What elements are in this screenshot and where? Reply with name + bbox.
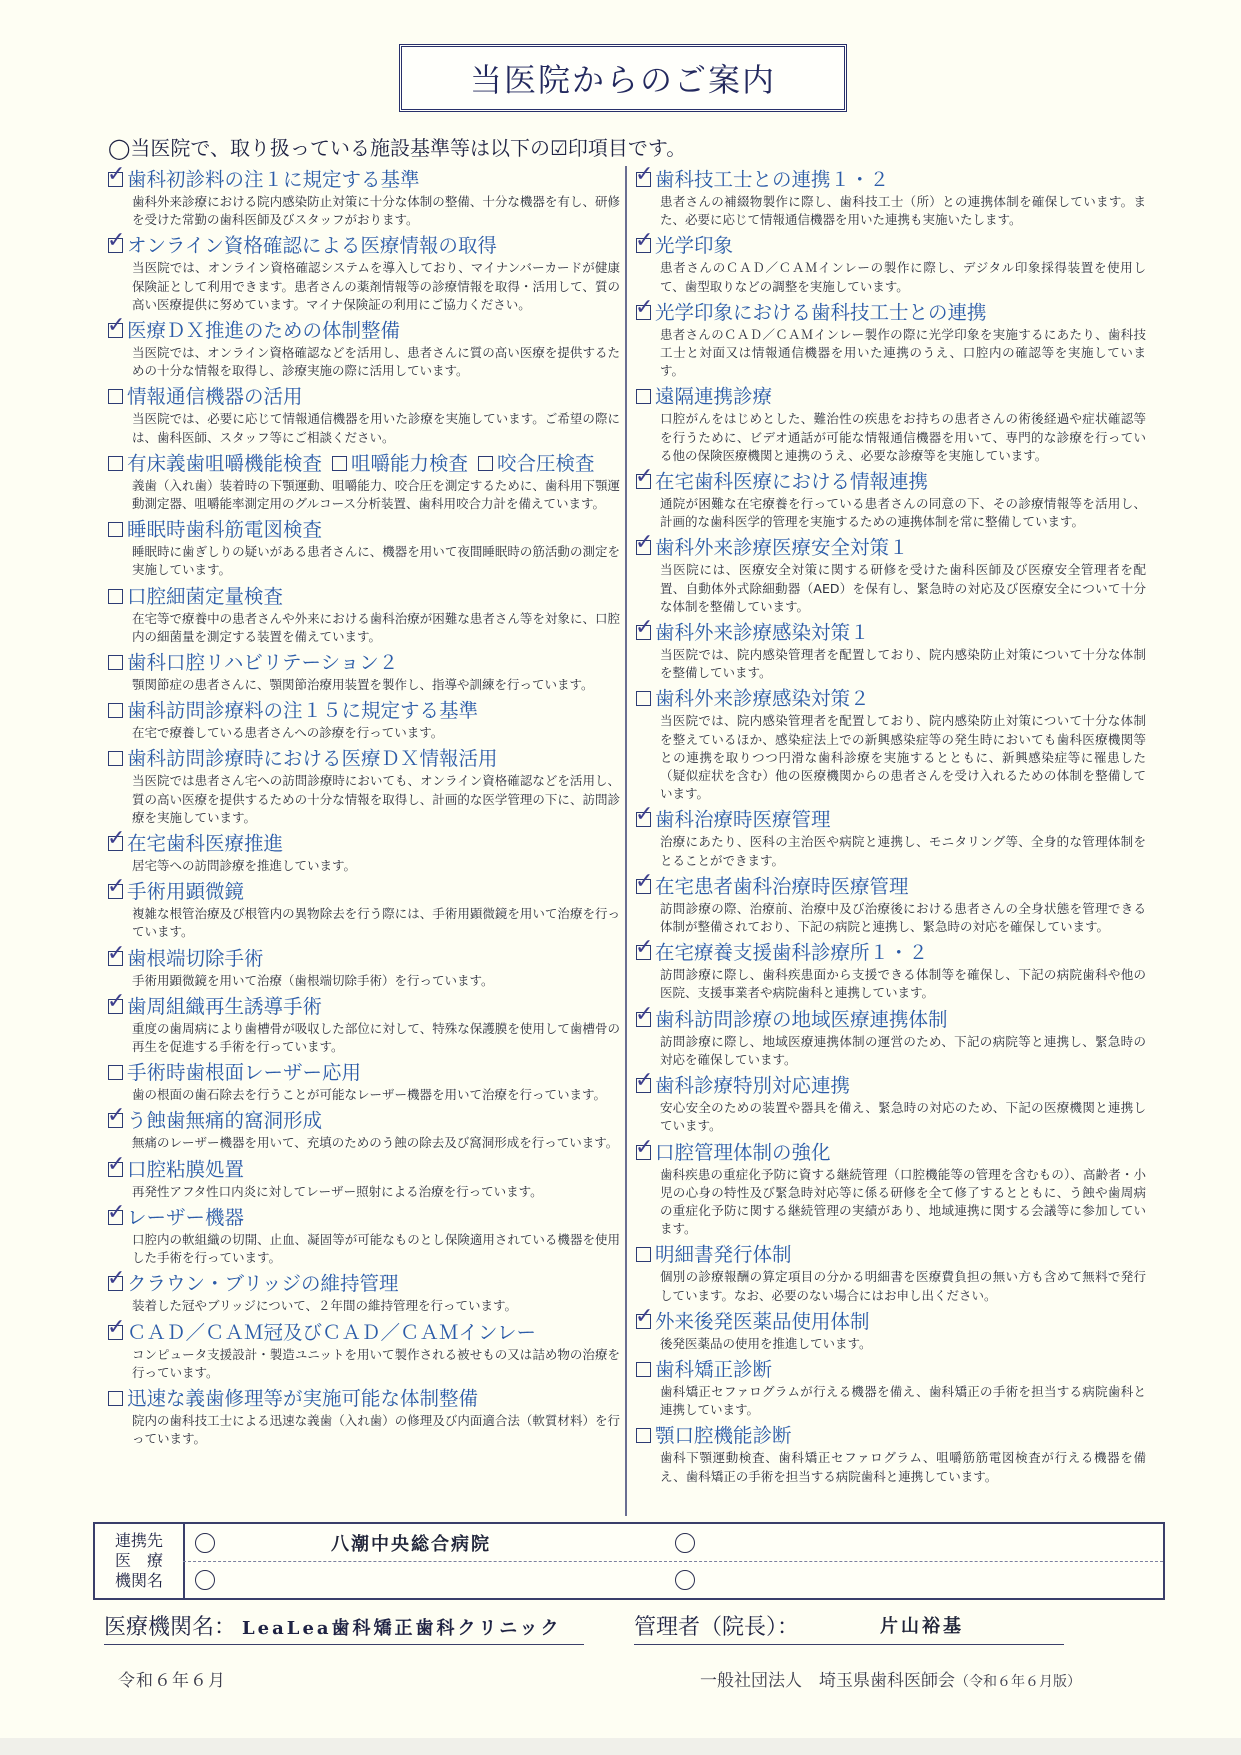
item-description: 歯科外来診療における院内感染防止対策に十分な体制の整備、十分な機器を有し、研修を受けた常勤の歯科医師及びスタッフがおります。: [132, 194, 620, 228]
item-heading: [108, 649, 620, 676]
item-heading: [636, 299, 1146, 326]
checkbox-icon: [636, 691, 651, 706]
item-title: 医療ＤＸ推進のための体制整備: [127, 319, 401, 343]
item-title: クラウン・ブリッジの維持管理: [127, 1272, 399, 1296]
item-description: 治療にあたり、医科の主治医や病院と連携し、モニタリング等、全身的な管理体制をとることができます。: [660, 834, 1146, 868]
item-title: 情報通信機器の活用: [127, 385, 303, 409]
partner-label-line2: 医 療: [114, 1551, 163, 1570]
partner-label-line3: 機関名: [114, 1571, 163, 1590]
item-heading: [108, 993, 620, 1020]
item-description: 後発医薬品の使用を推進しています。: [660, 1335, 872, 1351]
checkbox-icon: [478, 456, 493, 471]
item-title: 歯根端切除手術: [127, 946, 264, 970]
item-title: 歯科訪問診療時における医療ＤＸ情報活用: [127, 747, 498, 771]
partner-hospital-table: [93, 1522, 1165, 1600]
list-item: [108, 697, 620, 742]
item-title: 歯科初診料の注１に規定する基準: [127, 168, 420, 191]
list-item: [636, 939, 1146, 1002]
item-heading: [108, 583, 620, 610]
column-divider: [625, 166, 627, 1516]
list-item: [636, 383, 1146, 465]
item-title: 明細書発行体制: [655, 1243, 792, 1267]
item-title: 在宅歯科医療推進: [127, 832, 284, 856]
item-description: 重度の歯周病により歯槽骨が吸収した部位に対して、特殊な保護膜を使用して歯槽骨の再生を促進する手術を行っています。: [132, 1020, 620, 1055]
item-description: 複雑な根管治療及び根管内の異物除去を行う際には、手術用顕微鏡を用いて治療を行っています。: [132, 906, 620, 940]
item-heading: [108, 1204, 620, 1231]
manager-name: 片山裕基: [880, 1616, 964, 1637]
item-description: 院内の歯科技工士による迅速な義歯（入れ歯）の修理及び内面適合法（軟質材料）を行っています。: [132, 1412, 620, 1447]
item-heading: [108, 516, 620, 543]
item-title: 手術用顕微鏡: [127, 880, 245, 904]
item-description: 在宅で療養している患者さんへの診療を行っています。: [132, 725, 444, 741]
right-column: [636, 166, 1146, 1489]
list-item: [636, 1422, 1146, 1485]
checked-box-icon: [108, 1325, 123, 1340]
item-heading: [636, 873, 1146, 900]
list-item: [108, 649, 620, 694]
item-title: 光学印象: [655, 234, 734, 258]
item-description: 歯の根面の歯石除去を行うことが可能なレーザー機器を用いて治療を行っています。: [132, 1087, 607, 1103]
item-heading: [636, 468, 1146, 495]
item-heading: [108, 383, 620, 410]
item-heading: [636, 232, 1146, 259]
list-item: [108, 1319, 620, 1382]
item-description: 歯科疾患の重症化予防に資する継続管理（口腔機能等の管理を含むもの）、高齢者・小児の心身の特性及び緊急時対応等に係る研修を全て修了するとともに、う蝕や歯周病の重症化予防に関する継続管理の実績があり、地域連携に関する会議等に参加しています。: [660, 1166, 1146, 1237]
item-description: 手術用顕微鏡を用いて治療（歯根端切除手術）を行っています。: [132, 972, 494, 988]
checked-box-icon: [636, 945, 651, 960]
item-description: 患者さんの補綴物製作に際し、歯科技工士（所）との連携体制を確保しています。また、必要に応じて情報通信機器を用いた連携も実施いたします。: [660, 194, 1146, 228]
item-description: 患者さんのＣＡＤ／ＣＡＭインレーの製作に際し、デジタル印象採得装置を使用して、歯型取りなどの調整を実施しています。: [660, 260, 1146, 294]
list-item: [108, 450, 620, 513]
item-heading: [108, 450, 620, 477]
institution-label: 医療機関名：: [104, 1615, 237, 1640]
item-title: 歯科治療時医療管理: [655, 808, 831, 832]
item-heading: [636, 534, 1146, 561]
list-item: [636, 1241, 1146, 1304]
checkbox-icon: [108, 389, 123, 404]
item-title: 歯科診療特別対応連携: [655, 1074, 851, 1098]
checked-box-icon: [108, 172, 123, 187]
item-description: 当医院には、医療安全対策に関する研修を受けた歯科医師及び医療安全管理者を配置、自動体外式除細動器（AED）を保有し、緊急時の対応及び医療安全について十分な体制を整備しています。: [660, 562, 1146, 614]
checked-box-icon: [108, 1162, 123, 1177]
checked-box-icon: [636, 1012, 651, 1027]
list-item: [108, 1204, 620, 1267]
item-description: 睡眠時に歯ぎしりの疑いがある患者さんに、機器を用いて夜間睡眠時の筋活動の測定を実施しています。: [132, 544, 620, 578]
checkbox-icon: [108, 589, 123, 604]
item-title: う蝕歯無痛的窩洞形成: [127, 1109, 323, 1133]
list-item: [108, 878, 620, 941]
item-description: コンピュータ支援設計・製造ユニットを用いて製作される被せもの又は詰め物の治療を行っています。: [132, 1346, 620, 1380]
list-item: [108, 232, 620, 314]
left-column: [108, 166, 620, 1451]
checkbox-icon: [636, 389, 651, 404]
item-title: 光学印象における歯科技工士との連携: [655, 300, 987, 324]
checked-box-icon: [108, 1113, 123, 1128]
checked-box-icon: [636, 1078, 651, 1093]
item-description: 通院が困難な在宅療養を行っている患者さんの同意の下、その診療情報等を活用し、計画的な歯科医学的管理を実施するための連携体制を常に整備しています。: [660, 496, 1146, 530]
institution-name: LeaLea歯科矯正歯科クリニック: [242, 1618, 562, 1639]
checkbox-icon: [108, 456, 123, 471]
list-item: [108, 583, 620, 646]
item-description: 当医院では、オンライン資格確認システムを導入しており、マイナンバーカードが健康保険証として利用できます。患者さんの薬剤情報等の診療情報を取得・活用して、質の高い医療提供に努めています。マイナ保険証の利用にご協力ください。: [132, 260, 620, 312]
checkbox-icon: [636, 1247, 651, 1262]
checked-box-icon: [108, 999, 123, 1014]
item-heading: [108, 1385, 620, 1412]
list-item: [636, 166, 1146, 229]
list-item: [108, 516, 620, 579]
checked-box-icon: [108, 951, 123, 966]
issue-date: 令和６年６月: [118, 1671, 226, 1691]
item-heading: [108, 878, 620, 905]
page-title: 当医院からのご案内: [469, 61, 776, 99]
item-title: 咬合圧検査: [497, 451, 595, 475]
list-item: [636, 534, 1146, 616]
manager-underline: [634, 1644, 1064, 1645]
checked-box-icon: [636, 812, 651, 827]
item-heading: [636, 1308, 1146, 1335]
checked-box-icon: [108, 1210, 123, 1225]
item-title: 外来後発医薬品使用体制: [655, 1309, 870, 1333]
item-title: 口腔粘膜処置: [127, 1157, 245, 1181]
checked-box-icon: [108, 1276, 123, 1291]
item-title: 在宅歯科医療における情報連携: [655, 470, 929, 494]
checked-box-icon: [636, 172, 651, 187]
list-item: [108, 383, 620, 446]
item-heading: [636, 685, 1146, 712]
checkbox-icon: [636, 1428, 651, 1443]
list-item: [636, 1139, 1146, 1239]
list-item: [108, 1059, 620, 1104]
item-title: 歯科外来診療医療安全対策１: [655, 536, 909, 560]
checkbox-icon: [636, 1362, 651, 1377]
item-title: 歯科外来診療感染対策２: [655, 687, 870, 711]
item-title: 口腔細菌定量検査: [127, 584, 284, 608]
item-heading: [108, 232, 620, 259]
list-item: [636, 1356, 1146, 1419]
item-title: 歯科訪問診療料の注１５に規定する基準: [127, 699, 479, 723]
partner-label: [95, 1524, 185, 1598]
item-heading: [636, 166, 1146, 193]
item-description: 訪問診療の際、治療前、治療中及び治療後における患者さんの全身状態を管理できる体制が整備されており、下記の病院と連携し、緊急時の対応を確保しています。: [660, 900, 1146, 935]
item-title: 歯科技工士との連携１・２: [655, 168, 890, 191]
checkbox-icon: [108, 655, 123, 670]
item-description: 口腔内の軟組織の切開、止血、凝固等が可能なものとし保険適用されている機器を使用した手術を行っています。: [132, 1231, 620, 1266]
item-heading: [108, 697, 620, 724]
version-label: （令和６年６月版）: [955, 1674, 1081, 1690]
list-item: [108, 993, 620, 1056]
item-title: 在宅療養支援歯科診療所１・２: [655, 941, 929, 965]
item-heading: [108, 1107, 620, 1134]
item-heading: [636, 383, 1146, 410]
item-heading: [108, 1319, 620, 1346]
item-description: 顎関節症の患者さんに、顎関節治療用装置を製作し、指導や訓練を行っています。: [132, 677, 594, 693]
list-item: [636, 619, 1146, 682]
item-heading: [108, 745, 620, 772]
partner-row-1: [183, 1524, 1163, 1562]
item-heading: [636, 1072, 1146, 1099]
item-title: 歯科外来診療感染対策１: [655, 621, 870, 645]
item-title: 有床義歯咀嚼機能検査: [127, 451, 323, 475]
item-description: 当医院では、必要に応じて情報通信機器を用いた診療を実施しています。ご希望の際には、歯科医師、スタッフ等にご相談ください。: [132, 411, 620, 445]
item-heading: [108, 317, 620, 344]
list-item: [108, 166, 620, 229]
list-item: [108, 1385, 620, 1448]
checked-box-icon: [636, 1145, 651, 1160]
list-item: [108, 1156, 620, 1201]
list-item: [108, 1107, 620, 1152]
list-item: [108, 745, 620, 827]
item-heading: [108, 1156, 620, 1183]
checked-box-icon: [108, 836, 123, 851]
partner-hospital-name: 八潮中央総合病院: [331, 1534, 491, 1555]
partner-label-line1: 連携先: [114, 1531, 163, 1550]
checked-box-icon: [108, 884, 123, 899]
item-heading: [636, 939, 1146, 966]
item-description: 当医院では、院内感染管理者を配置しており、院内感染防止対策について十分な体制を整備しています。: [660, 647, 1146, 681]
item-description: 歯科矯正セファログラムが行える機器を備え、歯科矯正の手術を担当する病院歯科と連携しています。: [660, 1383, 1146, 1418]
item-title: 歯周組織再生誘導手術: [127, 994, 323, 1018]
list-item: [636, 1006, 1146, 1069]
checkbox-icon: [332, 456, 347, 471]
checkbox-icon: [108, 1065, 123, 1080]
checked-box-icon: [108, 323, 123, 338]
item-title: 歯科訪問診療の地域医療連携体制: [655, 1007, 948, 1031]
item-title: 咀嚼能力検査: [351, 451, 469, 475]
list-item: [636, 685, 1146, 803]
item-description: 義歯（入れ歯）装着時の下顎運動、咀嚼能力、咬合圧を測定するために、歯科用下顎運動測定器、咀嚼能率測定用のグルコース分析装置、歯科用咬合力計を備えています。: [132, 477, 620, 512]
checkbox-icon: [108, 703, 123, 718]
list-item: [108, 830, 620, 875]
item-heading: [108, 945, 620, 972]
list-item: [636, 232, 1146, 295]
item-title: 口腔管理体制の強化: [655, 1140, 831, 1164]
institution: [104, 1610, 561, 1641]
item-heading: [108, 830, 620, 857]
item-heading: [108, 1059, 620, 1086]
checked-box-icon: [636, 879, 651, 894]
list-item: [636, 299, 1146, 381]
checkbox-icon: [108, 1391, 123, 1406]
list-item: [636, 1308, 1146, 1353]
checked-box-icon: [636, 625, 651, 640]
item-title: 迅速な義歯修理等が実施可能な体制整備: [127, 1386, 479, 1410]
item-description: 当医院では、院内感染管理者を配置しており、院内感染防止対策について十分な体制を整えているほか、感染症法上での新興感染症等の発生時においても歯科医療機関等との連携を取りつつ円滑な歯科診療を実施するとともに、新興感染症等に罹患した（疑似症状を含む）他の医療機関からの患者さんを受け入れるための体制を整備しています。: [660, 713, 1146, 802]
item-description: 患者さんのＣＡＤ／ＣＡＭインレー製作の際に光学印象を実施するにあたり、歯科技工士と対面又は情報通信機器を用いた連携のうえ、口腔内の確認等を実施しています。: [660, 326, 1146, 379]
checkbox-icon: [108, 522, 123, 537]
item-description: 無痛のレーザー機器を用いて、充填のためのう蝕の除去及び窩洞形成を行っています。: [132, 1135, 619, 1151]
item-heading: [108, 1270, 620, 1297]
list-item: [636, 468, 1146, 531]
item-title: オンライン資格確認による医療情報の取得: [127, 234, 497, 258]
manager-label: 管理者（院長）：: [634, 1615, 800, 1640]
circle-icon: [675, 1533, 695, 1553]
association: [700, 1666, 1081, 1691]
list-item: [636, 1072, 1146, 1135]
item-title: ＣＡＤ／ＣＡＭ冠及びＣＡＤ／ＣＡＭインレー: [127, 1320, 537, 1344]
list-item: [108, 1270, 620, 1315]
checked-box-icon: [636, 474, 651, 489]
item-heading: [636, 1422, 1146, 1449]
item-title: 顎口腔機能診断: [655, 1424, 792, 1448]
circle-icon: [675, 1570, 695, 1590]
circle-icon: [195, 1533, 215, 1553]
item-description: 個別の診療報酬の算定項目の分かる明細書を医療費負担の無い方も含めて無料で発行しています。なお、必要のない場合にはお申し出ください。: [660, 1269, 1146, 1303]
association-name: 一般社団法人 埼玉県歯科医師会: [700, 1671, 955, 1691]
list-item: [108, 317, 620, 380]
checked-box-icon: [636, 305, 651, 320]
item-description: 訪問診療に際し、歯科疾患面から支援できる体制等を確保し、下記の病院歯科や他の医院、支援事業者や病院歯科と連携しています。: [660, 967, 1146, 1001]
item-title: レーザー機器: [127, 1205, 245, 1229]
item-title: 遠隔連携診療: [655, 385, 773, 409]
item-title: 手術時歯根面レーザー応用: [127, 1061, 362, 1085]
item-heading: [636, 1006, 1146, 1033]
item-heading: [636, 619, 1146, 646]
item-title: 睡眠時歯科筋電図検査: [127, 518, 323, 542]
checkbox-icon: [108, 751, 123, 766]
institution-underline: [104, 1644, 584, 1645]
list-item: [108, 945, 620, 990]
list-item: [636, 806, 1146, 869]
item-title: 在宅患者歯科治療時医療管理: [655, 874, 909, 898]
checked-box-icon: [636, 238, 651, 253]
item-description: 訪問診療に際し、地域医療連携体制の運営のため、下記の病院等と連携し、緊急時の対応を確保しています。: [660, 1033, 1146, 1067]
item-title: 歯科口腔リハビリテーション２: [127, 651, 399, 675]
checked-box-icon: [636, 1314, 651, 1329]
item-description: 居宅等への訪問診療を推進しています。: [132, 858, 357, 874]
partner-row-2: [183, 1561, 1163, 1598]
item-description: 安心安全のための装置や器具を備え、緊急時の対応のため、下記の医療機関と連携しています。: [660, 1100, 1146, 1134]
scan-edge: [0, 1738, 1241, 1755]
checked-box-icon: [108, 238, 123, 253]
item-description: 装着した冠やブリッジについて、２年間の維持管理を行っています。: [132, 1298, 518, 1314]
circle-icon: [195, 1570, 215, 1590]
item-description: 当医院では、オンライン資格確認などを活用し、患者さんに質の高い医療を提供するための十分な情報を取得し、診療実施の際に活用しています。: [132, 345, 620, 379]
item-description: 歯科下顎運動検査、歯科矯正セファログラム、咀嚼筋筋電図検査が行える機器を備え、歯科矯正の手術を担当する病院歯科と連携しています。: [660, 1450, 1146, 1484]
item-heading: [108, 166, 620, 193]
item-description: 在宅等で療養中の患者さんや外来における歯科治療が困難な患者さん等を対象に、口腔内の細菌量を測定する装置を備えています。: [132, 610, 620, 644]
checked-box-icon: [636, 540, 651, 555]
list-item: [636, 873, 1146, 936]
item-description: 再発性アフタ性口内炎に対してレーザー照射による治療を行っています。: [132, 1183, 543, 1199]
item-description: 口腔がんをはじめとした、難治性の疾患をお持ちの患者さんの術後経過や症状確認等を行うために、ビデオ通話が可能な情報通信機器を用いて、専門的な診療を行っている他の保険医療機関と連携のうえ、必要な診療等を実施しています。: [660, 411, 1146, 463]
item-heading: [636, 1139, 1146, 1166]
intro-text: ◯当医院で、取り扱っている施設基準等は以下の☑印項目です。: [108, 136, 687, 160]
title-box: [399, 44, 847, 112]
item-heading: [636, 806, 1146, 833]
item-heading: [636, 1241, 1146, 1268]
item-heading: [636, 1356, 1146, 1383]
item-description: 当医院では患者さん宅への訪問診療時においても、オンライン資格確認などを活用し、質の高い医療を提供するための十分な情報を取得し、計画的な医学管理の下に、訪問診療を実施しています。: [132, 773, 620, 825]
item-title: 歯科矯正診断: [655, 1357, 773, 1381]
